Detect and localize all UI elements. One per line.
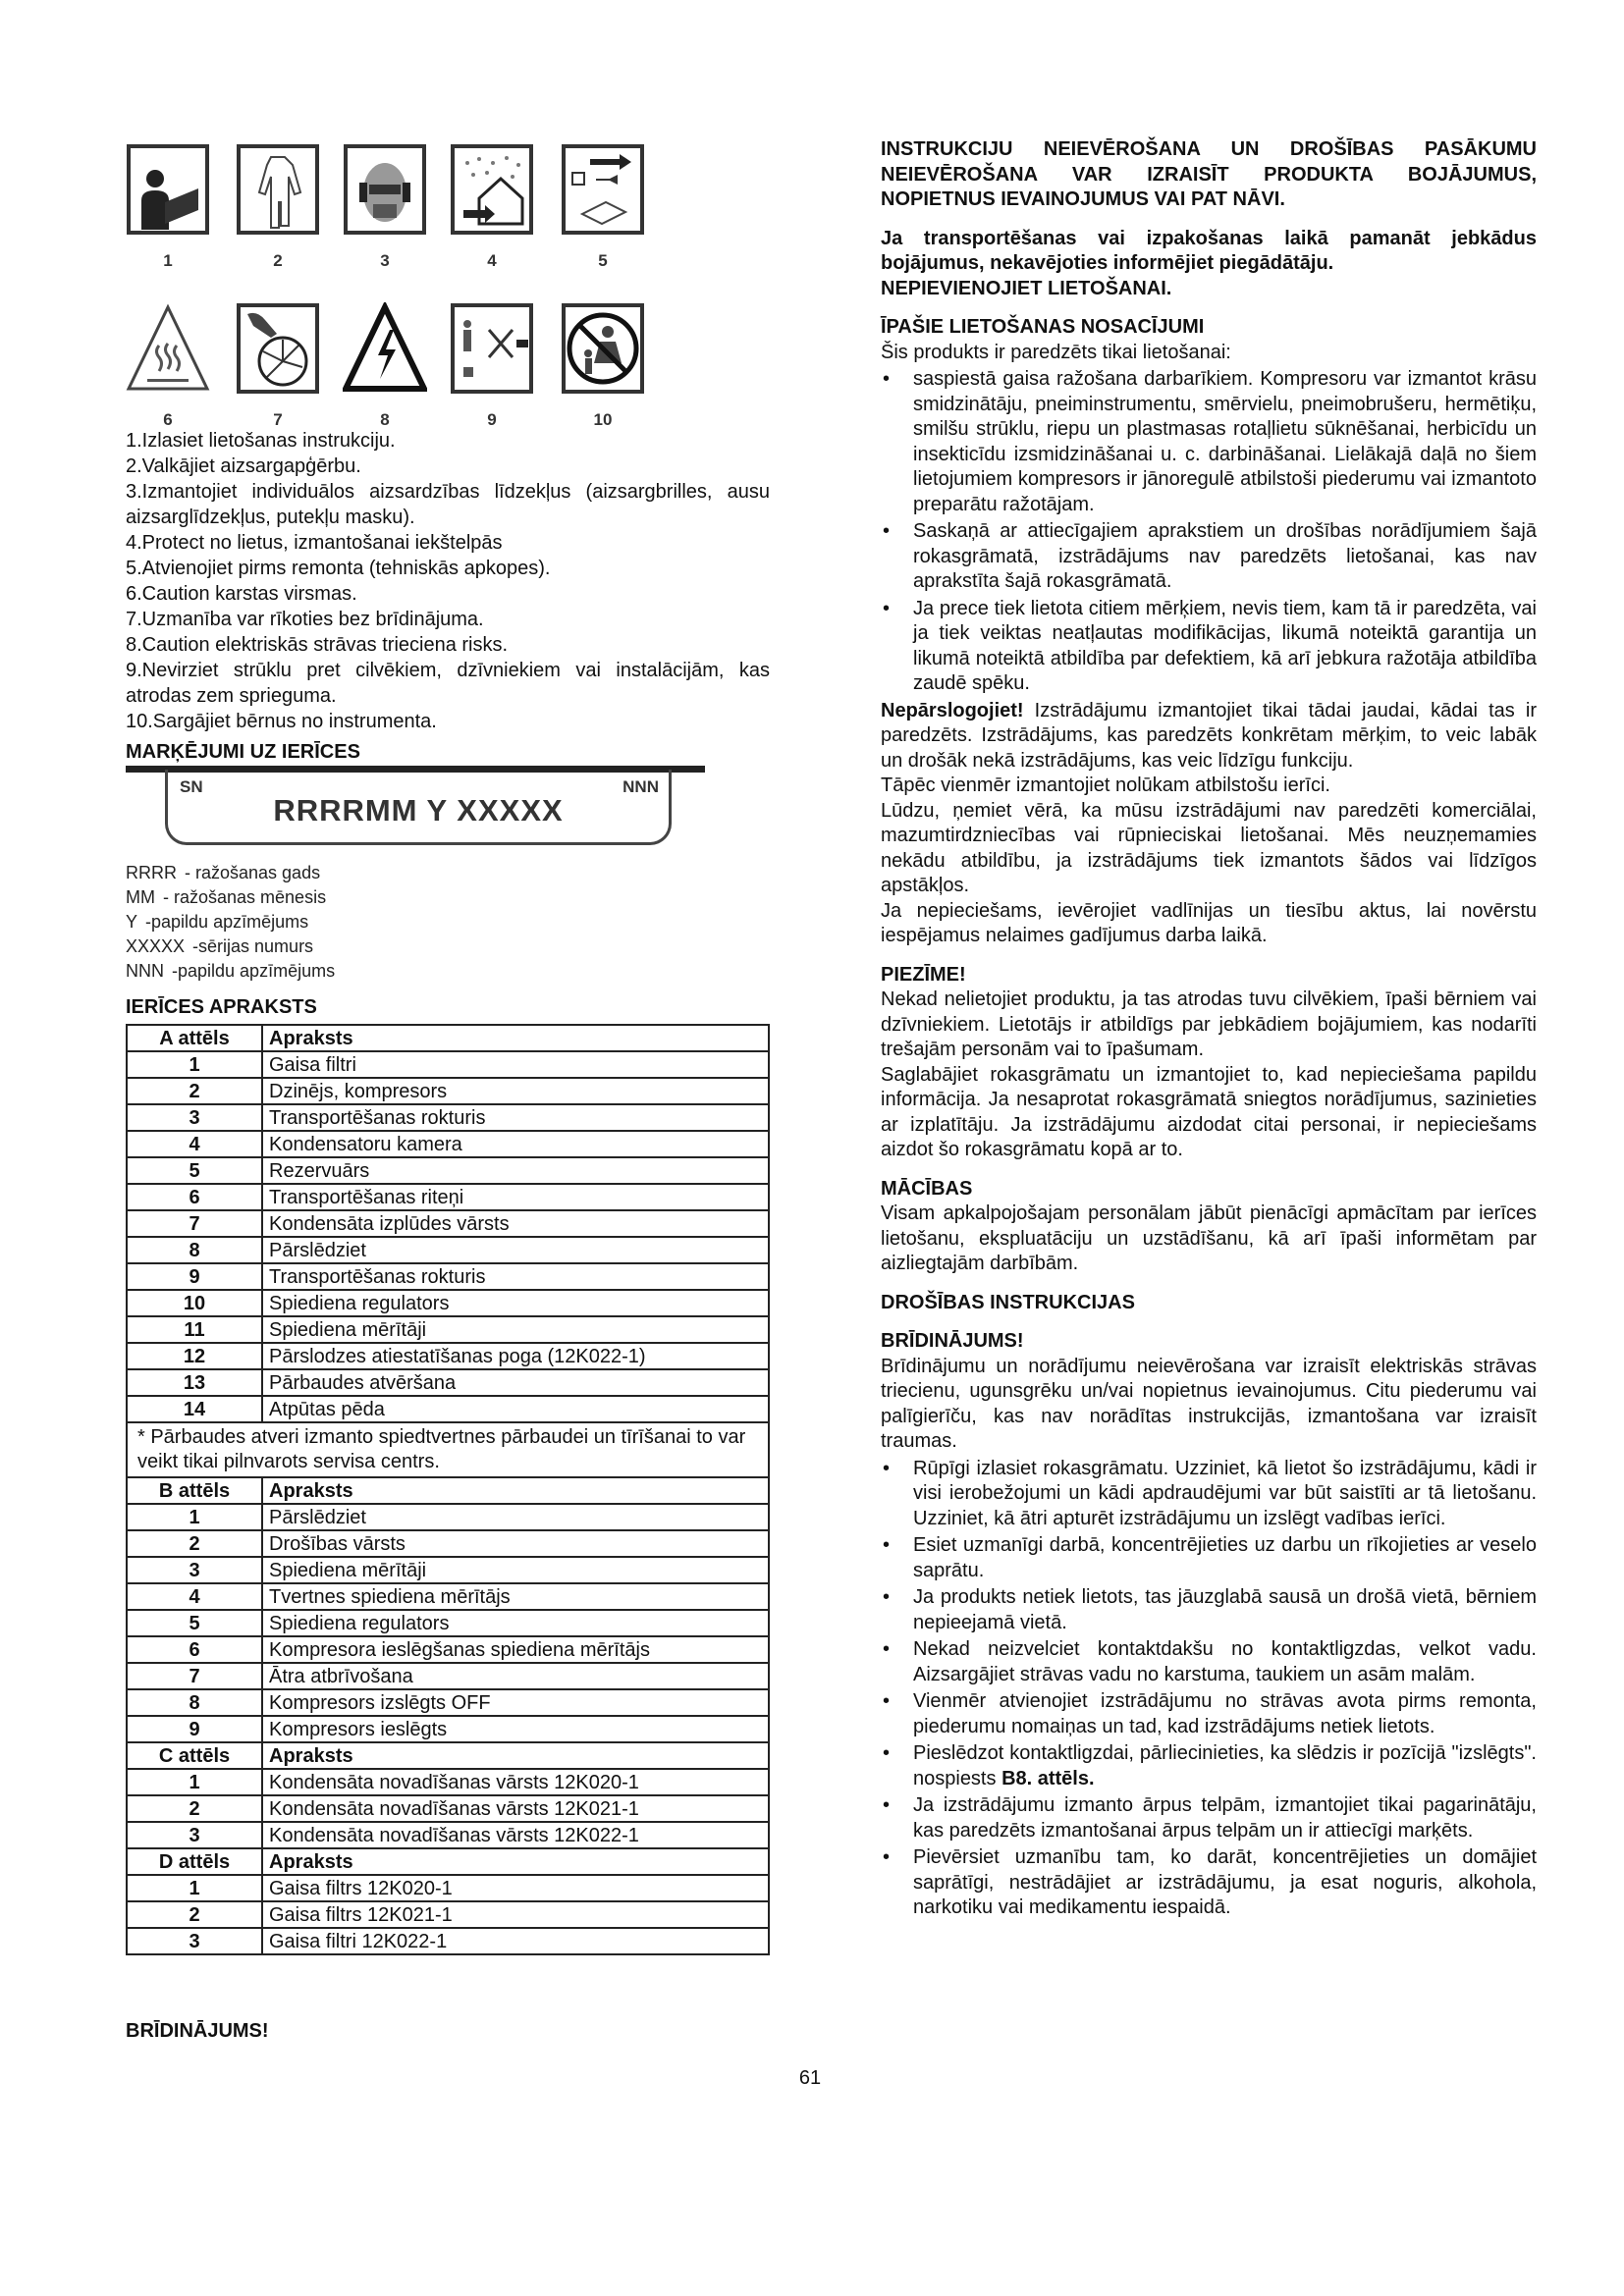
- intro-warning: INSTRUKCIJU NEIEVĒROŠANA UN DROŠĪBAS PASĀKUMU NEIEVĒROŠANA VAR IZRAISĪT PRODUKTA BOJĀJUMUS, NOPIETNUS IEVAINOJUMUS VAI PAT NĀVI.: [881, 138, 1537, 210]
- part-number: 2: [127, 1795, 262, 1822]
- fan-hand-warning-icon: [236, 302, 320, 395]
- part-description: Kompresora ieslēgšanas spiediena mērītājs: [262, 1636, 769, 1663]
- symbol-caption: 4.Protect no lietus, izmantošanai iekštelpās: [126, 532, 503, 554]
- device-heading: IERĪCES APRAKSTS: [126, 996, 317, 1018]
- part-number: 11: [127, 1316, 262, 1343]
- symbol-number: 5: [598, 251, 608, 270]
- warning-item: [881, 1457, 1537, 1532]
- symbol-caption: 1.Izlasiet lietošanas instrukciju.: [126, 430, 396, 452]
- table-row: [127, 1184, 769, 1210]
- warning-item: [881, 1637, 1537, 1687]
- part-description: Transportēšanas rokturis: [262, 1263, 769, 1290]
- plate-sn: SN: [180, 777, 203, 796]
- disconnect-before-service-icon: [561, 143, 645, 236]
- legend-item: [126, 861, 770, 885]
- symbol-number: 6: [163, 410, 173, 429]
- symbol-number: 4: [487, 251, 497, 270]
- table-header-row: [127, 1742, 769, 1769]
- table-note-row: [127, 1422, 769, 1477]
- figure-column-header: A attēls: [127, 1025, 262, 1051]
- keep-children-away-icon: [561, 302, 645, 395]
- warning-item-text: Vienmēr atvienojiet izstrādājumu no strāvas avota pirms remonta, piederumu nomaiņas un tad, kad izstrādājums netiek lietots.: [913, 1690, 1537, 1737]
- part-description: Pārslēdziet: [262, 1504, 769, 1530]
- legend-item: [126, 959, 770, 984]
- figure-column-header: D attēls: [127, 1848, 262, 1875]
- part-description: Gaisa filtri 12K022-1: [262, 1928, 769, 1954]
- do-not-connect-notice: NEPIEVIENOJIET LIETOŠANAI.: [881, 277, 1172, 299]
- face-protection-icon: [343, 143, 427, 236]
- training-heading: MĀCĪBAS: [881, 1177, 973, 1200]
- warning-heading: BRĪDINĀJUMS!: [881, 1330, 1024, 1352]
- special-condition-item: • Ja prece tiek lietota citiem mērķiem, nevis tiem, kam tā ir paredzēta, vai ja tiek veiktas neatļautas modifikācijas, likumā noteiktā garantija un likumā noteiktā atbildība par defektiem, kā arī jebkura ražotāja atbildība zaudē spēku.: [881, 597, 1537, 697]
- symbol-caption: 5.Atvienojiet pirms remonta (tehniskās apkopes).: [126, 558, 551, 579]
- part-description: Kondensāta novadīšanas vārsts 12K022-1: [262, 1822, 769, 1848]
- part-number: 1: [127, 1504, 262, 1530]
- table-row: [127, 1636, 769, 1663]
- part-description: Rezervuārs: [262, 1157, 769, 1184]
- table-note: * Pārbaudes atveri izmanto spiedtvertnes pārbaudei un tīrīšanai to var veikt tikai pilnvarots servisa centrs.: [127, 1422, 769, 1477]
- table-row: [127, 1583, 769, 1610]
- part-number: 1: [127, 1051, 262, 1078]
- figure-column-header: C attēls: [127, 1742, 262, 1769]
- legend-code: MM: [126, 887, 155, 907]
- table-row: [127, 1557, 769, 1583]
- protective-clothing-icon: [236, 143, 320, 236]
- part-number: 5: [127, 1610, 262, 1636]
- legend-code: XXXXX: [126, 936, 186, 956]
- part-number: 7: [127, 1663, 262, 1689]
- plate-nnn: NNN: [623, 777, 659, 796]
- warning-text: Brīdinājumu un norādījumu neievērošana var izraisīt elektriskās strāvas triecienu, ugunsgrēku un/vai nopietnus ievainojumus. Citu piederumu vai palīgierīču, kas nav norādītas instrukcijās, izmantošana var izraisīt traumas.: [881, 1355, 1537, 1452]
- part-number: 2: [127, 1078, 262, 1104]
- warning-item-text: Pieslēdzot kontaktligzdai, pārliecinieties, ka slēdzis ir pozīcijā "izslēgts". nospiests: [913, 1742, 1537, 1789]
- part-description: Transportēšanas rokturis: [262, 1104, 769, 1131]
- table-row: [127, 1822, 769, 1848]
- symbol-caption: 10.Sargājiet bērnus no instrumenta.: [126, 711, 437, 732]
- warning-list: [881, 1457, 1537, 1921]
- overload-paragraph: [881, 699, 1537, 774]
- part-description: Atpūtas pēda: [262, 1396, 769, 1422]
- device-description-table: [126, 1024, 770, 1955]
- part-description: Kompresors izslēgts OFF: [262, 1689, 769, 1716]
- special-condition-item: • Saskaņā ar attiecīgajiem aprakstiem un drošības norādījumiem šajā rokasgrāmatā, izstrādājums nav paredzēts lietošanai, kas nav aprakstīta šajā rokasgrāmatā.: [881, 519, 1537, 595]
- table-row: [127, 1610, 769, 1636]
- table-row: [127, 1716, 769, 1742]
- part-number: 7: [127, 1210, 262, 1237]
- legend-item: [126, 885, 770, 910]
- special-conditions-list: [881, 367, 1537, 697]
- table-row: [127, 1210, 769, 1237]
- symbol-caption: 8.Caution elektriskās strāvas trieciena risks.: [126, 634, 509, 656]
- safety-instructions-heading: DROŠĪBAS INSTRUKCIJAS: [881, 1291, 1135, 1313]
- part-number: 6: [127, 1636, 262, 1663]
- part-number: 10: [127, 1290, 262, 1316]
- part-description: Kondensatoru kamera: [262, 1131, 769, 1157]
- table-row: [127, 1131, 769, 1157]
- legend-desc: -sērijas numurs: [192, 936, 314, 956]
- part-number: 1: [127, 1769, 262, 1795]
- part-description: Pārslodzes atiestatīšanas poga (12K022-1): [262, 1343, 769, 1369]
- part-number: 5: [127, 1157, 262, 1184]
- table-row: [127, 1530, 769, 1557]
- symbol-number: 3: [380, 251, 390, 270]
- part-description: Kondensāta izplūdes vārsts: [262, 1210, 769, 1237]
- transport-damage-notice: Ja transportēšanas vai izpakošanas laikā pamanāt jebkādus bojājumus, nekavējoties informējiet piegādātāju.: [881, 227, 1537, 274]
- indoor-use-rain-icon: [450, 143, 534, 236]
- warning-item-bold: B8. attēls.: [1001, 1767, 1095, 1789]
- warning-item: [881, 1845, 1537, 1921]
- part-number: 4: [127, 1131, 262, 1157]
- special-condition-item: • saspiestā gaisa ražošana darbarīkiem. Kompresoru var izmantot krāsu smidzinātāju, pneiminstrumentu, smērvielu, pneimobrušeru, hermētiķu, smilšu strūklu, riepu un plastmasas rotaļlietu sūknēšanai, herbicīdu un insekticīdu izsmidzināšanai u. c. darbināšanai. Lielākajā daļā no šiem lietojumiem kompresors ir jānoregulē atbilstoši piederumu vai izmantoto preparātu ražotājam.: [881, 367, 1537, 517]
- marking-legend: [126, 861, 770, 984]
- read-manual-icon: [126, 143, 210, 236]
- warning-item: [881, 1585, 1537, 1635]
- table-row: [127, 1104, 769, 1131]
- warning-item-text: Esiet uzmanīgi darbā, koncentrējieties uz darbu un rīkojieties ar veselo saprātu.: [913, 1534, 1537, 1581]
- part-number: 2: [127, 1530, 262, 1557]
- table-header-row: [127, 1477, 769, 1504]
- legend-item: [126, 934, 770, 959]
- part-number: 12: [127, 1343, 262, 1369]
- part-number: 1: [127, 1875, 262, 1901]
- part-number: 4: [127, 1583, 262, 1610]
- part-number: 3: [127, 1928, 262, 1954]
- table-row: [127, 1875, 769, 1901]
- table-row: [127, 1157, 769, 1184]
- special-conditions-heading: ĪPAŠIE LIETOŠANAS NOSACĪJUMI: [881, 316, 1205, 338]
- part-description: Dzinējs, kompresors: [262, 1078, 769, 1104]
- page-number: 61: [798, 2067, 822, 2089]
- part-description: Gaisa filtri: [262, 1051, 769, 1078]
- part-number: 14: [127, 1396, 262, 1422]
- legend-desc: -papildu apzīmējums: [145, 912, 309, 932]
- table-header-row: [127, 1025, 769, 1051]
- overload-text: Izstrādājumu izmantojiet tikai tādai jaudai, kādai tas ir paredzēts. Izstrādājums, kas paredzēts konkrētam mērķim, to veic labāk un drošāk nekā izstrādājums, kas veic līdzīgu funkciju.: [881, 699, 1537, 772]
- part-description: Pārslēdziet: [262, 1237, 769, 1263]
- part-number: 9: [127, 1263, 262, 1290]
- symbol-captions: [126, 428, 770, 734]
- part-description: Spiediena mērītāji: [262, 1316, 769, 1343]
- symbol-number: 9: [487, 410, 497, 429]
- overload-paragraph: Lūdzu, ņemiet vērā, ka mūsu izstrādājumi nav paredzēti komerciālai, mazumtirdzniecības vai rūpnieciskai lietošanai. Mēs neuzņemamies nekādu atbildību, ja izstrādājums tiek izmantots šādos vai līdzīgos apstākļos.: [881, 799, 1537, 896]
- overload-lead: Nepārslogojiet!: [881, 699, 1024, 721]
- table-row: [127, 1769, 769, 1795]
- safety-symbols-row-2: [126, 302, 676, 429]
- table-row: [127, 1078, 769, 1104]
- hot-surface-warning-icon: [126, 302, 210, 395]
- symbol-caption: 6.Caution karstas virsmas.: [126, 583, 357, 605]
- warning-item-text: Pievērsiet uzmanību tam, ko darāt, koncentrējieties un domājiet saprātīgi, nestrādājiet ar izstrādājumu, ja esat noguris, alkohola, narkotiku vai medikamentu iespaidā.: [913, 1846, 1537, 1918]
- symbol-caption: 3.Izmantojiet individuālos aizsardzības līdzekļus (aizsargbrilles, ausu aizsarglīdzekļus, putekļu masku).: [126, 481, 770, 528]
- part-description: Kompresors ieslēgts: [262, 1716, 769, 1742]
- overload-paragraph: Ja nepieciešams, ievērojiet vadlīnijas un tiesību aktus, lai novērstu iespējamus nelaimes gadījumus darba laikā.: [881, 899, 1537, 946]
- safety-symbols-row-1: [126, 143, 676, 270]
- symbol-number: 1: [163, 251, 173, 270]
- part-number: 3: [127, 1104, 262, 1131]
- part-number: 13: [127, 1369, 262, 1396]
- note-paragraph: Nekad nelietojiet produktu, ja tas atrodas tuvu cilvēkiem, īpaši bērniem vai dzīvniekiem. Lietotājs ir atbildīgs par jebkādiem bojājumiem, kas nodarīti trešajām personām vai to īpašumam.: [881, 988, 1537, 1060]
- table-row: [127, 1290, 769, 1316]
- note-paragraph: Saglabājiet rokasgrāmatu un izmantojiet to, kad nepieciešama papildu informācija. Ja nesaprotat rokasgrāmatā sniegtos norādījumus, sazinieties ar izplatītāju. Ja izstrādājumu aizdodat citai personai, ir nepieciešams aizdot šo rokasgrāmatu kopā ar to.: [881, 1063, 1537, 1160]
- part-description: Transportēšanas riteņi: [262, 1184, 769, 1210]
- warning-item: [881, 1533, 1537, 1583]
- part-description: Spiediena regulators: [262, 1610, 769, 1636]
- symbol-caption: 9.Nevirziet strūklu pret cilvēkiem, dzīvniekiem vai instalācijām, kas atrodas zem sprieguma.: [126, 660, 770, 707]
- symbol-number: 2: [273, 251, 283, 270]
- note-heading: PIEZĪME!: [881, 963, 966, 986]
- right-column: [881, 137, 1537, 1923]
- warning-item-text: Ja izstrādājumu izmanto ārpus telpām, izmantojiet tikai pagarinātāju, kas paredzēts izmantošanai ārpus telpām un ir attiecīgi marķēts.: [913, 1794, 1537, 1842]
- warning-item-text: Nekad neizvelciet kontaktdakšu no kontaktligzdas, velkot vadu. Aizsargājiet strāvas vadu no karstuma, taukiem un asām malām.: [913, 1638, 1537, 1685]
- part-description: Spiediena mērītāji: [262, 1557, 769, 1583]
- description-column-header: Apraksts: [262, 1848, 769, 1875]
- symbol-caption: 7.Uzmanība var rīkoties bez brīdinājuma.: [126, 609, 484, 630]
- table-row: [127, 1795, 769, 1822]
- symbol-number: 10: [593, 410, 613, 429]
- warning-item-text: Rūpīgi izlasiet rokasgrāmatu. Uzziniet, kā lietot šo izstrādājumu, kādi ir visi ierobežojumi un kādi apdraudējumi var būt saistīti ar tā lietošanu. Uzziniet, kā ātri apturēt izstrādājumu un izslēgt vadības ierīci.: [913, 1457, 1537, 1529]
- warning-item: [881, 1689, 1537, 1739]
- description-column-header: Apraksts: [262, 1025, 769, 1051]
- part-number: 6: [127, 1184, 262, 1210]
- symbol-number: 8: [380, 410, 390, 429]
- markings-heading: MARĶĒJUMI UZ IERĪCES: [126, 741, 360, 763]
- table-row: [127, 1343, 769, 1369]
- special-conditions-intro: Šis produkts ir paredzēts tikai lietošanai:: [881, 341, 1231, 363]
- part-description: Pārbaudes atvēršana: [262, 1369, 769, 1396]
- table-row: [127, 1237, 769, 1263]
- do-not-spray-people-icon: [450, 302, 534, 395]
- warning-item-text: Ja produkts netiek lietots, tas jāuzglabā sausā un drošā vietā, bērniem nepieejamā vietā.: [913, 1586, 1537, 1633]
- symbol-number: 7: [273, 410, 283, 429]
- table-row: [127, 1051, 769, 1078]
- part-description: Gaisa filtrs 12K020-1: [262, 1875, 769, 1901]
- table-row: [127, 1369, 769, 1396]
- part-number: 8: [127, 1689, 262, 1716]
- table-row: [127, 1663, 769, 1689]
- legend-code: RRRR: [126, 863, 177, 882]
- training-text: Visam apkalpojošajam personālam jābūt pienācīgi apmācītam par ierīces lietošanu, ekspluatāciju un uzstādīšanu, kā arī īpaši informētam par aizliegtajām darbībām.: [881, 1202, 1537, 1274]
- legend-item: [126, 910, 770, 934]
- figure-column-header: B attēls: [127, 1477, 262, 1504]
- legend-desc: - ražošanas mēnesis: [163, 887, 327, 907]
- table-row: [127, 1504, 769, 1530]
- description-column-header: Apraksts: [262, 1742, 769, 1769]
- part-number: 3: [127, 1557, 262, 1583]
- part-description: Kondensāta novadīšanas vārsts 12K020-1: [262, 1769, 769, 1795]
- table-header-row: [127, 1848, 769, 1875]
- legend-code: NNN: [126, 961, 164, 981]
- part-number: 3: [127, 1822, 262, 1848]
- legend-desc: -papildu apzīmējums: [172, 961, 336, 981]
- part-description: Spiediena regulators: [262, 1290, 769, 1316]
- part-description: Drošības vārsts: [262, 1530, 769, 1557]
- part-description: Tvertnes spiediena mērītājs: [262, 1583, 769, 1610]
- warning-item: [881, 1741, 1537, 1791]
- table-row: [127, 1396, 769, 1422]
- description-column-header: Apraksts: [262, 1477, 769, 1504]
- table-row: [127, 1316, 769, 1343]
- part-number: 9: [127, 1716, 262, 1742]
- part-number: 2: [127, 1901, 262, 1928]
- plate-code: RRRRMM Y XXXXX: [273, 793, 564, 828]
- part-description: Gaisa filtrs 12K021-1: [262, 1901, 769, 1928]
- part-description: Kondensāta novadīšanas vārsts 12K021-1: [262, 1795, 769, 1822]
- electric-shock-warning-icon: [343, 302, 427, 395]
- table-row: [127, 1901, 769, 1928]
- table-row: [127, 1928, 769, 1954]
- part-number: 8: [127, 1237, 262, 1263]
- left-warning-heading: BRĪDINĀJUMS!: [126, 2020, 269, 2042]
- serial-plate: [165, 770, 672, 845]
- table-row: [127, 1263, 769, 1290]
- part-description: Ātra atbrīvošana: [262, 1663, 769, 1689]
- legend-code: Y: [126, 912, 138, 932]
- legend-desc: - ražošanas gads: [185, 863, 321, 882]
- warning-item: [881, 1793, 1537, 1843]
- symbol-caption: 2.Valkājiet aizsargapģērbu.: [126, 455, 361, 477]
- table-row: [127, 1689, 769, 1716]
- overload-paragraph: Tāpēc vienmēr izmantojiet nolūkam atbilstošu ierīci.: [881, 774, 1330, 796]
